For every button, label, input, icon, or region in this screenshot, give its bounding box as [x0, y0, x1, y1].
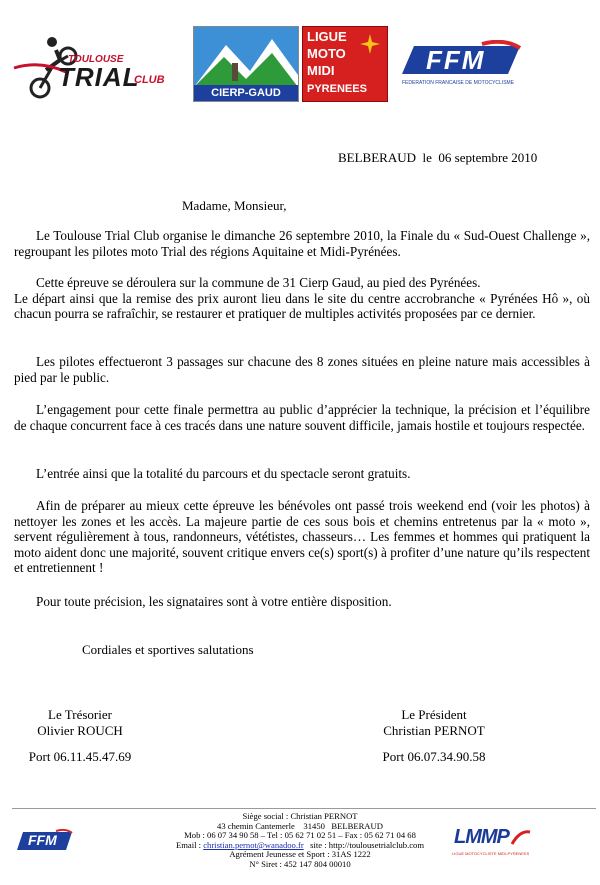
logo-text-trial: TRIAL	[58, 62, 140, 92]
body-text-2	[14, 275, 590, 322]
president-phone: Port 06.07.34.90.58	[382, 749, 486, 764]
signatory-president	[372, 707, 496, 765]
footer-email-link[interactable]: christian.pernot@wanadoo.fr	[203, 839, 304, 850]
footer-line-3: Mob : 06 07 34 90 58 – Tel : 05 62 71 02 51 – Fax : 05 62 71 04 68	[184, 830, 416, 841]
paragraph-3: Les pilotes effectueront 3 passages sur chacune des 8 zones situées en pleine nature mais accessibles à pied par le public.	[14, 354, 590, 385]
footer-site: site : http://toulousetrialclub.com	[303, 839, 425, 850]
ffm-mark: FFM	[426, 45, 486, 75]
logo-bar	[0, 24, 600, 104]
toulouse-trial-club-logo	[10, 30, 180, 100]
president-name: Christian PERNOT	[383, 723, 485, 738]
ligue-line-1: LIGUE	[307, 29, 347, 44]
paragraph-7: Pour toute précision, les signataires sont à votre entière disposition.	[36, 594, 392, 609]
ligue-line-2: MOTO	[307, 46, 346, 61]
date-line: BELBERAUD le 06 septembre 2010	[338, 150, 538, 165]
lmmp-subtitle: LIGUE MOTOCYCLISTE MIDI-PYRENEES	[452, 851, 530, 856]
ligue-line-4: PYRENEES	[307, 83, 367, 95]
paragraph-4: L’engagement pour cette finale permettra au public d’apprécier la technique, la précision et l’équilibre de chaque concurrent face à ces tracés dans une nature souvent difficile, jamais hostile et toujours respectée.	[14, 402, 590, 433]
ligue-line-3: MIDI	[307, 63, 335, 78]
ffm-logo	[396, 40, 526, 92]
ffm-subtitle: FEDERATION FRANCAISE DE MOTOCYCLISME	[402, 80, 515, 86]
paragraph-6: Afin de préparer au mieux cette épreuve les bénévoles ont passé trois weekend end (voir les photos) à nettoyer les zones et les accès. La majeure partie de ces sous bois et chemins entretenus par la « moto », servent régulièrement à tous, randonneurs, vététistes, chasseurs… Les femmes et hommes qui pratiquent la moto aident donc une majorité, souvent critique envers ce(s) sport(s) à profiter d’une nature qu’ils respectent et entretiennent !	[14, 498, 590, 576]
footer-line-5: Agrément Jeunesse et Sport : 31AS 1222	[229, 849, 371, 860]
footer-line-6: N° Siret : 452 147 804 00010	[249, 858, 351, 869]
treasurer-role: Le Trésorier	[48, 707, 112, 722]
signatory-treasurer	[20, 707, 140, 765]
treasurer-name: Olivier ROUCH	[37, 723, 123, 738]
ligue-moto-midi-pyrenees-logo	[302, 26, 388, 102]
footer-line-2: 43 chemin Cantemerle 31450 BELBERAUD	[217, 820, 383, 831]
paragraph-1: Le Toulouse Trial Club organise le dimanche 26 septembre 2010, la Finale du « Sud-Ouest Challenge », regroupant les pilotes moto Trial des régions Aquitaine et Midi-Pyrénées.	[14, 228, 590, 259]
occitan-cross-icon	[359, 33, 381, 55]
footer-email-label: Email :	[175, 839, 204, 850]
lmmp-logo	[452, 826, 538, 860]
body-text-6	[14, 498, 590, 576]
lmmp-mark: LMMP	[454, 826, 509, 848]
closing: Cordiales et sportives salutations	[82, 642, 254, 657]
paragraph-2b: Le départ ainsi que la remise des prix auront lieu dans le site du centre accrobranche « Pyrénées Hô », où chacun pourra se rafraîchir, se restaurer et pratiquer de multiples activités proposées par ce dernier.	[14, 290, 590, 322]
body-text	[14, 228, 590, 259]
president-role: Le Président	[401, 707, 467, 722]
lmmp-swoosh-icon	[510, 828, 532, 848]
treasurer-phone: Port 06.11.45.47.69	[28, 749, 132, 764]
body-text-4	[14, 402, 590, 433]
cierp-gaud-label: CIERP-GAUD	[194, 85, 298, 101]
salutation: Madame, Monsieur,	[182, 198, 287, 213]
footer-divider	[12, 808, 596, 809]
paragraph-2a: Cette épreuve se déroulera sur la commune de 31 Cierp Gaud, au pied des Pyrénées.	[36, 275, 481, 290]
logo-text-club: CLUB	[134, 74, 165, 86]
paragraph-5: L’entrée ainsi que la totalité du parcours et du spectacle seront gratuits.	[36, 466, 411, 481]
logo-text-toulouse: TOULOUSE	[68, 54, 124, 65]
ffm-footer-mark: FFM	[28, 832, 57, 848]
footer-line-1: Siège social : Christian PERNOT	[242, 811, 358, 821]
ffm-footer-logo	[14, 828, 74, 852]
body-text-7	[14, 594, 590, 610]
body-text-5	[14, 466, 590, 482]
mountain-icon	[194, 27, 298, 87]
cierp-gaud-logo	[193, 26, 299, 102]
footer-address	[160, 812, 440, 870]
body-text-3	[14, 354, 590, 385]
